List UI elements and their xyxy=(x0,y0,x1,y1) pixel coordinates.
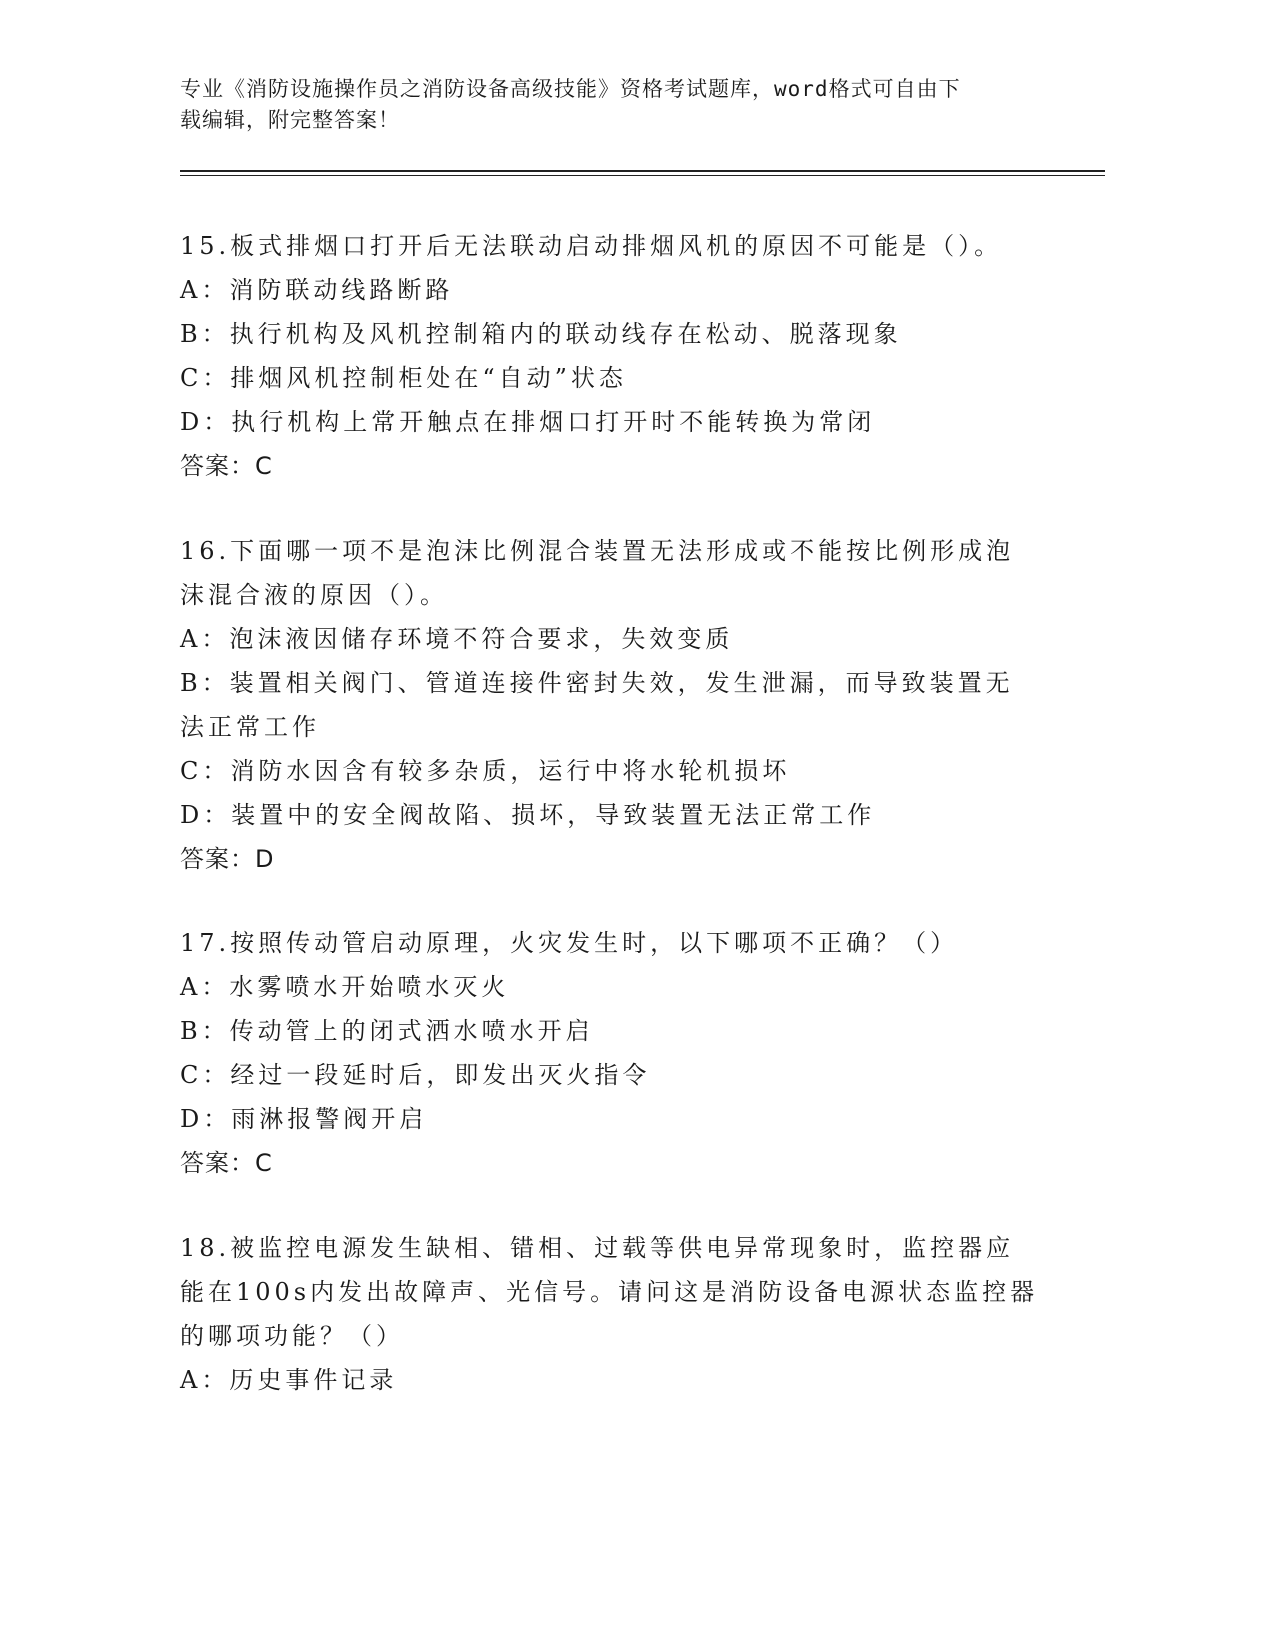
answer: 答案：C xyxy=(180,452,273,480)
answer: 答案：D xyxy=(180,845,275,873)
question-stem: 18.被监控电源发生缺相、错相、过载等供电异常现象时，监控器应能在100s内发出故障声、光信号。请问这是消防设备电源状态监控器的哪项功能？（） xyxy=(180,1234,1039,1350)
answer: 答案：C xyxy=(180,1149,273,1177)
option-a: A：消防联动线路断路 xyxy=(180,276,454,304)
question-stem: 15.板式排烟口打开后无法联动启动排烟风机的原因不可能是（）。 xyxy=(180,232,1003,260)
header-divider xyxy=(180,170,1105,172)
option-b: B：传动管上的闭式洒水喷水开启 xyxy=(180,1017,594,1045)
header-line-1: 专业《消防设施操作员之消防设备高级技能》资格考试题库，word格式可自由下 xyxy=(180,77,961,101)
option-d: D：雨淋报警阀开启 xyxy=(180,1105,428,1133)
option-a: A：水雾喷水开始喷水灭火 xyxy=(180,973,510,1001)
option-a: A：历史事件记录 xyxy=(180,1366,398,1394)
option-b: B：执行机构及风机控制箱内的联动线存在松动、脱落现象 xyxy=(180,320,902,348)
option-d: D：装置中的安全阀故陷、损坏，导致装置无法正常工作 xyxy=(180,801,876,829)
header-line-2: 载编辑，附完整答案！ xyxy=(180,108,400,132)
option-c: C：排烟风机控制柜处在“自动”状态 xyxy=(180,364,627,392)
option-b: B：装置相关阀门、管道连接件密封失效，发生泄漏，而导致装置无法正常工作 xyxy=(180,669,1014,741)
question-17 xyxy=(180,921,1040,1185)
question-16 xyxy=(180,529,1040,881)
option-a: A：泡沫液因储存环境不符合要求，失效变质 xyxy=(180,625,734,653)
option-c: C：消防水因含有较多杂质，运行中将水轮机损坏 xyxy=(180,757,791,785)
question-15 xyxy=(180,224,1040,488)
document-header xyxy=(180,74,1060,136)
option-d: D：执行机构上常开触点在排烟口打开时不能转换为常闭 xyxy=(180,408,876,436)
question-stem: 16.下面哪一项不是泡沫比例混合装置无法形成或不能按比例形成泡沫混合液的原因（）。 xyxy=(180,537,1015,609)
option-c: C：经过一段延时后，即发出灭火指令 xyxy=(180,1061,651,1089)
question-stem: 17.按照传动管启动原理，火灾发生时，以下哪项不正确？（） xyxy=(180,929,959,957)
question-18 xyxy=(180,1226,1040,1402)
